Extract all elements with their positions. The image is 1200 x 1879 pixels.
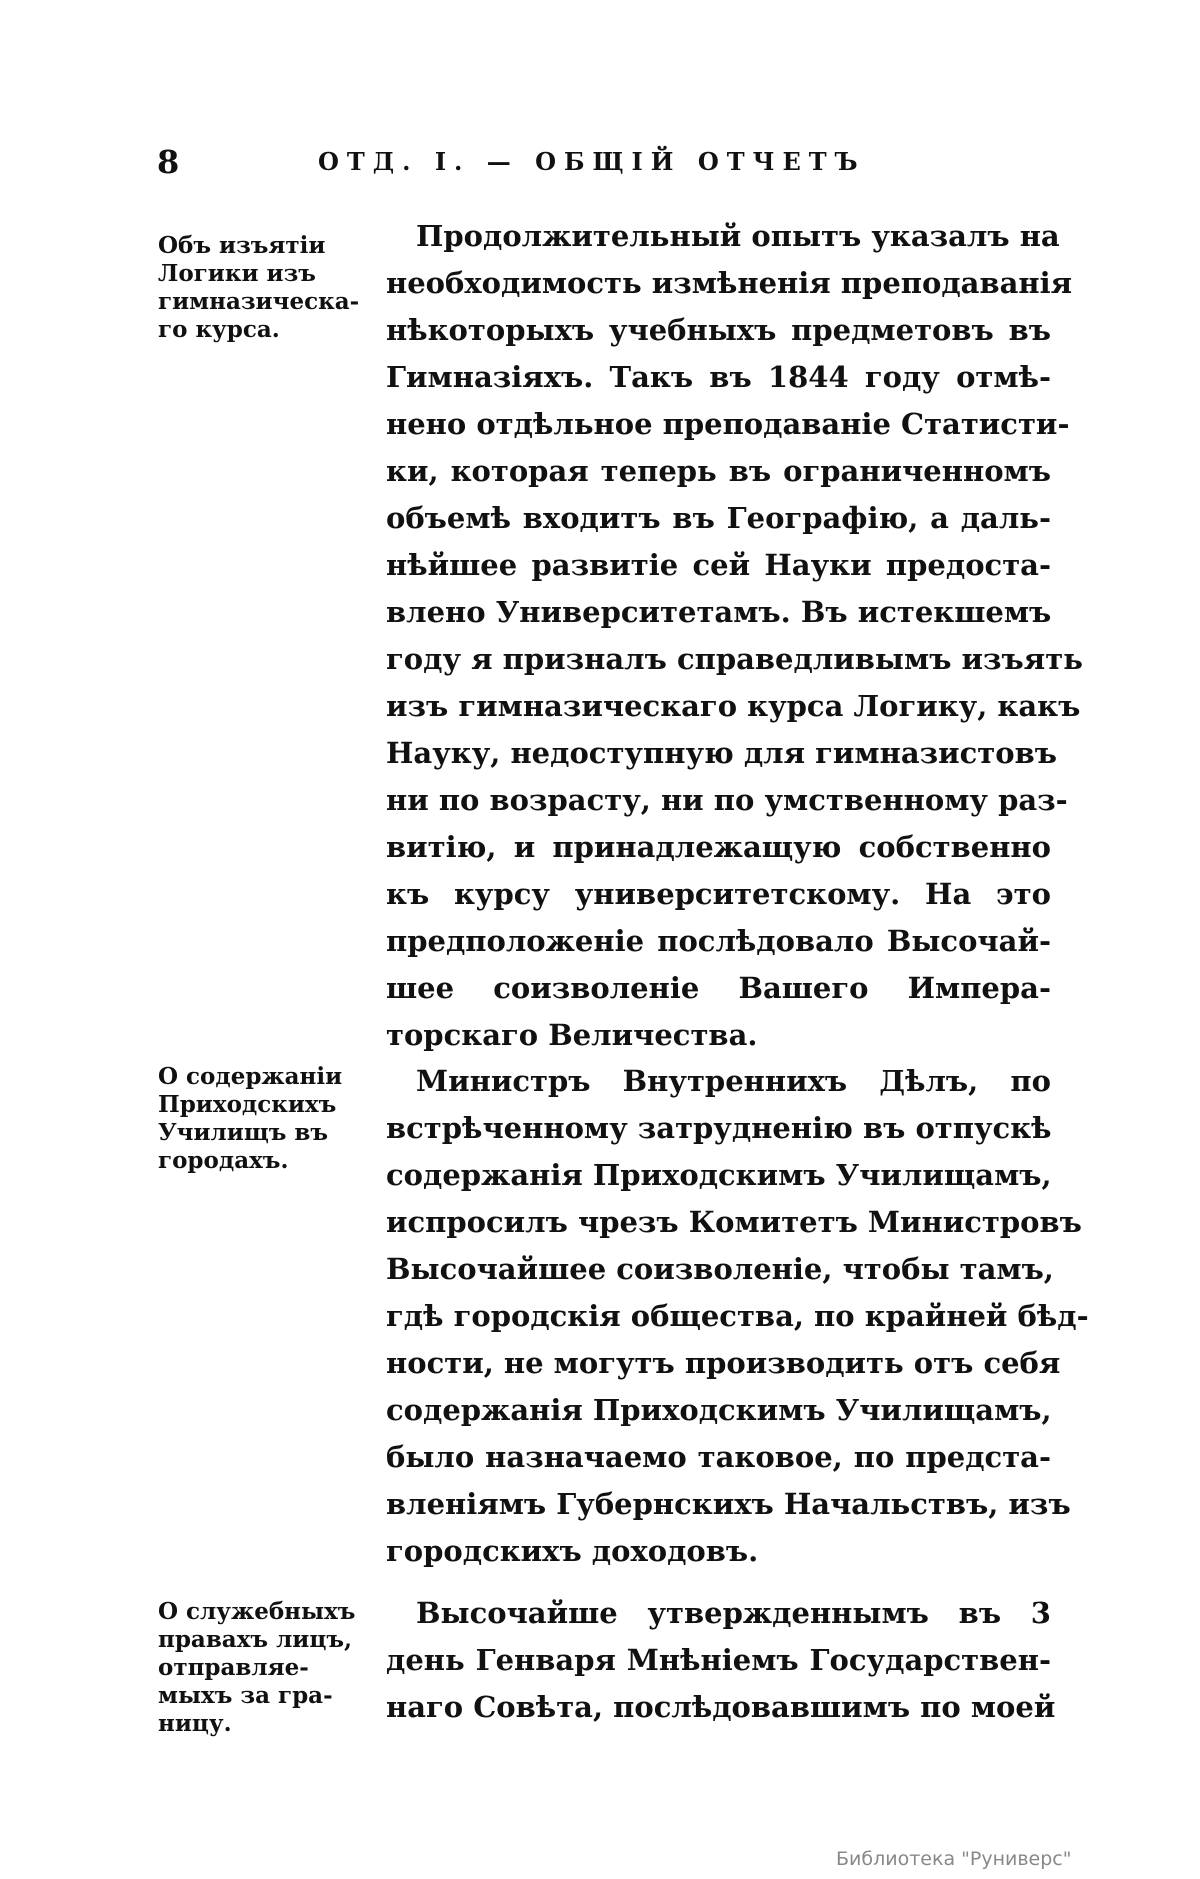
margin-note-logic	[158, 232, 368, 344]
text-line: содержанія Приходскимъ Училищамъ,	[386, 1158, 1052, 1192]
text-line: ни по возрасту, ни по умственному раз-	[386, 783, 1068, 817]
margin-note-line: Логики изъ	[158, 260, 316, 287]
library-watermark: Библиотека "Руниверс"	[836, 1848, 1072, 1870]
text-line: влено Университетамъ. Въ истекшемъ	[386, 595, 1052, 629]
text-line: объемѣ входитъ въ Географію, а даль-	[386, 501, 1051, 535]
text-line: было назначаемо таковое, по предста-	[386, 1440, 1051, 1474]
page-number: 8	[157, 143, 180, 181]
text-line: предположеніе послѣдовало Высочай-	[386, 924, 1051, 958]
margin-note-line: Приходскихъ	[158, 1091, 337, 1118]
margin-note-line: Училищъ въ	[158, 1119, 328, 1146]
text-line: Высочайшее соизволеніе, чтобы тамъ,	[386, 1252, 1054, 1286]
text-line: нѣкоторыхъ учебныхъ предметовъ въ	[386, 313, 1051, 347]
text-line: Высочайше утвержденнымъ въ 3	[416, 1596, 1051, 1630]
margin-note-line: го курса.	[158, 316, 280, 343]
text-line: витію, и принадлежащую собственно	[386, 830, 1051, 864]
text-line: содержанія Приходскимъ Училищамъ,	[386, 1393, 1052, 1427]
text-line: къ курсу университетскому. На это	[386, 877, 1051, 911]
margin-note-line: мыхъ за гра-	[158, 1682, 333, 1709]
paragraph-logic	[386, 213, 1083, 1059]
text-line: испросилъ чрезъ Комитетъ Министровъ	[386, 1205, 1082, 1239]
text-line: встрѣченному затрудненію въ отпускѣ	[386, 1111, 1052, 1145]
text-line: шее соизволеніе Вашего Импера-	[386, 971, 1051, 1005]
paragraph-parish-schools	[386, 1058, 1089, 1575]
text-line: гдѣ городскія общества, по крайней бѣд-	[386, 1299, 1089, 1333]
margin-note-line: ницу.	[158, 1710, 232, 1737]
text-line: наго Совѣта, послѣдовавшимъ по моей	[386, 1690, 1056, 1724]
text-line: Продолжительный опытъ указалъ на	[416, 219, 1060, 253]
text-line: день Генваря Мнѣніемъ Государствен-	[386, 1643, 1051, 1677]
margin-note-line: городахъ.	[158, 1147, 289, 1174]
text-line: необходимость измѣненія преподаванія	[386, 266, 1073, 300]
text-line: Министръ Внутреннихъ Дѣлъ, по	[416, 1064, 1051, 1098]
text-line: ности, не могутъ производить отъ себя	[386, 1346, 1061, 1380]
margin-note-line: О служебныхъ	[158, 1598, 356, 1625]
text-line: торскаго Величества.	[386, 1018, 758, 1052]
text-line: нѣйшее развитіе сей Науки предоста-	[386, 548, 1051, 582]
margin-note-line: О содержаніи	[158, 1063, 343, 1090]
margin-note-line: правахъ лицъ,	[158, 1626, 352, 1653]
text-line: году я призналъ справедливымъ изъять	[386, 642, 1083, 676]
text-line: ки, которая теперь въ ограниченномъ	[386, 454, 1051, 488]
margin-note-line: отправляе-	[158, 1654, 309, 1681]
text-line: вленіямъ Губернскихъ Начальствъ, изъ	[386, 1487, 1071, 1521]
margin-note-line: Объ изъятіи	[158, 232, 326, 259]
text-line: изъ гимназическаго курса Логику, какъ	[386, 689, 1081, 723]
text-line: нено отдѣльное преподаваніе Статисти-	[386, 407, 1070, 441]
margin-note-line: гимназическа-	[158, 288, 360, 315]
text-line: Гимназіяхъ. Такъ въ 1844 году отмѣ-	[386, 360, 1051, 394]
text-line: Науку, недоступную для гимназистовъ	[386, 736, 1058, 770]
text-line: городскихъ доходовъ.	[386, 1534, 759, 1568]
paragraph-service-rights	[386, 1590, 1056, 1731]
margin-note-service-rights	[158, 1598, 368, 1738]
page-header	[0, 143, 1200, 183]
margin-note-parish-schools	[158, 1063, 368, 1175]
running-title: ОТД. I. — ОБЩІЙ ОТЧЕТЪ	[318, 147, 866, 176]
